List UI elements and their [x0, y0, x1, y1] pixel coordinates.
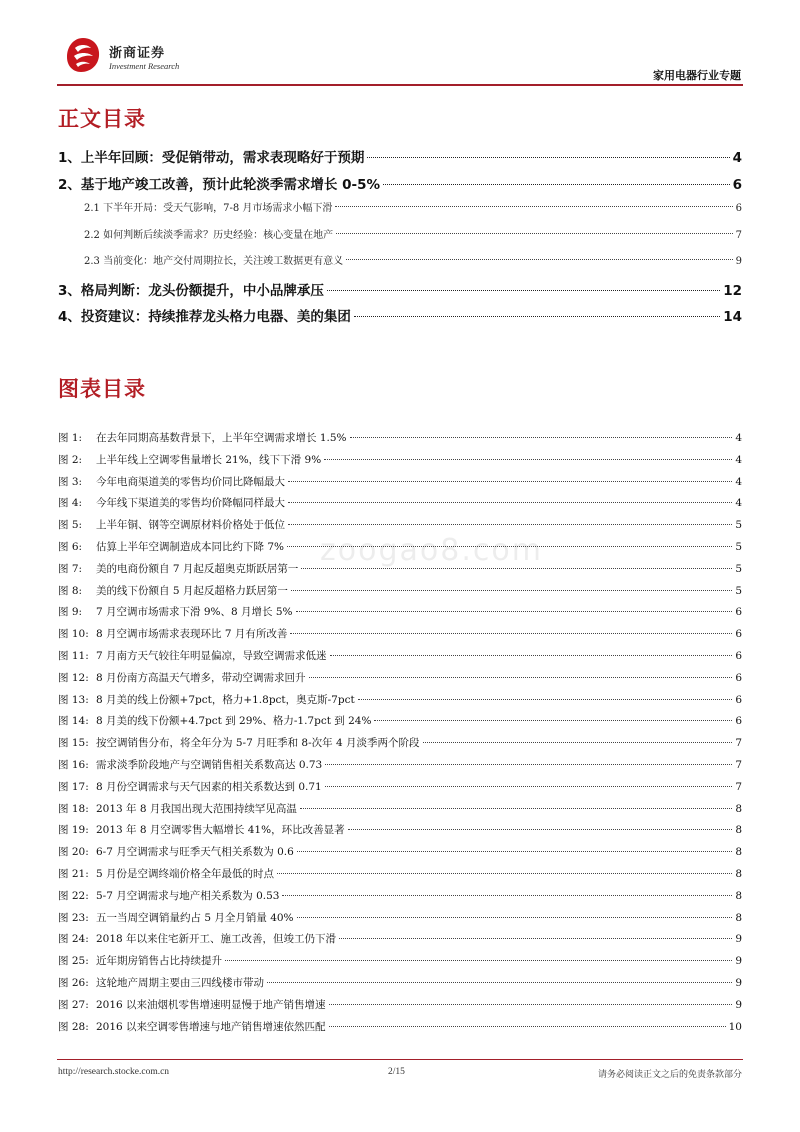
figure-entry[interactable]	[58, 713, 742, 735]
report-category: 家用电器行业专题	[653, 69, 741, 82]
figure-page: 8	[735, 867, 742, 880]
figure-page: 8	[735, 824, 742, 837]
leader-dots	[309, 677, 733, 678]
figure-number: 图 24:	[58, 933, 89, 946]
figure-entry[interactable]	[58, 801, 742, 823]
figure-page: 5	[735, 519, 742, 532]
leader-dots	[325, 786, 733, 787]
figure-title: 5-7 月空调需求与地产相关系数为 0.53	[96, 889, 280, 902]
figure-entry-label	[58, 495, 285, 510]
figure-page: 9	[735, 998, 742, 1011]
toc-entry[interactable]	[58, 305, 742, 332]
figure-entry[interactable]	[58, 495, 742, 517]
figure-number: 图 16:	[58, 758, 89, 771]
leader-dots	[354, 316, 720, 317]
figure-entry[interactable]	[58, 430, 742, 452]
leader-dots	[225, 960, 732, 961]
figure-title: 2016 以来空调零售增速与地产销售增速依然匹配	[96, 1020, 326, 1033]
figure-page: 10	[728, 1020, 742, 1033]
figure-entry-label	[58, 539, 284, 554]
figure-entry[interactable]	[58, 452, 742, 474]
figure-entry[interactable]	[58, 866, 742, 888]
leader-dots	[301, 568, 732, 569]
figure-number: 图 27:	[58, 998, 89, 1011]
figure-number: 图 12:	[58, 671, 89, 684]
figure-entry-label	[58, 583, 288, 598]
figure-entry[interactable]	[58, 626, 742, 648]
footer-disclaimer: 请务必阅读正文之后的免责条款部分	[597, 1070, 742, 1080]
toc-subentry[interactable]	[58, 199, 742, 226]
figure-entry-label	[58, 430, 347, 445]
figure-number: 图 1:	[58, 432, 83, 444]
toc-subentry[interactable]	[58, 252, 742, 279]
figure-number: 图 5:	[58, 519, 83, 532]
figure-page: 8	[735, 911, 742, 924]
toc-subentry[interactable]	[58, 226, 742, 253]
toc-entry-title: 2.1 下半年开局：受天气影响，7-8 月市场需求小幅下滑	[84, 203, 333, 214]
figure-entry-label	[58, 1019, 326, 1034]
figure-number: 图 11:	[58, 649, 89, 662]
figure-entry[interactable]	[58, 561, 742, 583]
logo-subtitle: Investment Research	[109, 61, 180, 71]
figure-title: 8 月美的线上份额+7pct，格力+1.8pct，奥克斯-7pct	[96, 693, 355, 706]
figure-entry[interactable]	[58, 997, 742, 1019]
toc-entry-title: 1、上半年回顾：受促销带动，需求表现略好于预期	[58, 150, 365, 166]
leader-dots	[367, 157, 729, 158]
page-header	[57, 36, 743, 86]
figure-page: 7	[735, 780, 742, 793]
figure-title: 近年期房销售占比持续提升	[96, 955, 222, 968]
leader-dots	[297, 917, 733, 918]
figure-page: 5	[735, 584, 742, 597]
table-of-contents	[58, 146, 742, 332]
figure-entry[interactable]	[58, 735, 742, 757]
figure-entry[interactable]	[58, 604, 742, 626]
leader-dots	[358, 699, 733, 700]
figure-number: 图 21:	[58, 867, 89, 880]
figure-number: 图 22:	[58, 889, 89, 902]
figure-entry-label	[58, 561, 298, 576]
figure-title: 6-7 月空调需求与旺季天气相关系数为 0.6	[96, 846, 294, 859]
leader-dots	[291, 590, 732, 591]
toc-entry-title: 2.3 当前变化：地产交付周期拉长，关注竣工数据更有意义	[84, 256, 344, 267]
toc-entry[interactable]	[58, 173, 742, 200]
figure-entry[interactable]	[58, 757, 742, 779]
figure-number: 图 8:	[58, 584, 83, 597]
figure-title: 2013 年 8 月空调零售大幅增长 41%，环比改善显著	[96, 824, 345, 837]
leader-dots	[282, 895, 732, 896]
leader-dots	[287, 546, 732, 547]
leader-dots	[290, 633, 732, 634]
leader-dots	[277, 873, 732, 874]
figure-title: 美的电商份额自 7 月起反超奥克斯跃居第一	[96, 562, 299, 575]
figure-title: 今年电商渠道美的零售均价同比降幅最大	[96, 475, 285, 488]
figure-page: 7	[735, 737, 742, 750]
figure-title: 8 月份空调需求与天气因素的相关系数达到 0.71	[96, 780, 322, 793]
figure-entry[interactable]	[58, 844, 742, 866]
figure-number: 图 23:	[58, 911, 89, 924]
leader-dots	[329, 1026, 726, 1027]
leader-dots	[324, 459, 732, 460]
leader-dots	[346, 259, 733, 260]
figure-entry-label	[58, 801, 297, 816]
toc-entry-title: 2.2 如何判断后续淡季需求？历史经验：核心变量在地产	[84, 229, 334, 241]
figure-number: 图 7:	[58, 562, 83, 575]
figure-number: 图 6:	[58, 540, 83, 553]
figure-page: 6	[735, 693, 742, 706]
company-logo-icon	[65, 36, 101, 74]
figure-entry[interactable]	[58, 583, 742, 605]
figure-title: 上半年线上空调零售量增长 21%，线下下滑 9%	[96, 453, 322, 466]
figure-page: 6	[735, 715, 742, 728]
figure-title: 7 月空调市场需求下滑 9%、8 月增长 5%	[96, 606, 293, 619]
toc-entry-title: 3、格局判断：龙头份额提升，中小品牌承压	[58, 282, 324, 299]
figure-entry-label	[58, 844, 294, 859]
figure-page: 5	[735, 562, 742, 575]
watermark: zoogao8.com	[320, 533, 543, 568]
figure-entry-label	[58, 757, 322, 772]
figure-page: 4	[735, 453, 742, 466]
figure-page: 7	[735, 758, 742, 771]
figure-entry-label	[58, 931, 336, 946]
figure-entry[interactable]	[58, 888, 742, 910]
leader-dots	[348, 829, 733, 830]
header-divider	[57, 84, 743, 86]
page-number: 2/15	[388, 1067, 405, 1077]
leader-dots	[383, 184, 730, 185]
figure-number: 图 18:	[58, 802, 89, 815]
figure-entry-label	[58, 953, 222, 968]
leader-dots	[296, 611, 733, 612]
leader-dots	[288, 502, 732, 503]
figure-title: 8 月美的线下份额+4.7pct 到 29%、格力-1.7pct 到 24%	[96, 715, 372, 728]
toc-entry-page: 4	[732, 150, 742, 166]
toc-entry[interactable]	[58, 279, 742, 306]
figure-number: 图 9:	[58, 606, 83, 619]
toc-entry-page: 12	[723, 282, 742, 299]
toc-entry-page: 9	[735, 256, 742, 267]
figure-title: 这轮地产周期主要由三四线楼市带动	[96, 976, 264, 989]
figure-page: 6	[735, 606, 742, 619]
figure-page: 9	[735, 976, 742, 989]
toc-entry-page: 7	[735, 229, 742, 241]
figure-page: 8	[735, 802, 742, 815]
toc-entry-page: 14	[723, 309, 742, 325]
leader-dots	[297, 851, 733, 852]
figure-number: 图 25:	[58, 955, 89, 968]
figure-number: 图 28:	[58, 1020, 89, 1033]
figure-title: 美的线下份额自 5 月起反超格力跃居第一	[96, 584, 288, 597]
leader-dots	[339, 938, 732, 939]
leader-dots	[288, 481, 732, 482]
figure-entry-label	[58, 910, 294, 925]
leader-dots	[325, 764, 732, 765]
figure-page: 6	[735, 649, 742, 662]
figure-entry-label	[58, 975, 264, 990]
leader-dots	[330, 655, 733, 656]
figure-entry[interactable]	[58, 779, 742, 801]
figure-number: 图 14:	[58, 715, 89, 728]
figure-entry[interactable]	[58, 474, 742, 496]
figure-page: 6	[735, 628, 742, 641]
figure-entry-label	[58, 604, 293, 619]
figure-number: 图 26:	[58, 976, 89, 989]
leader-dots	[423, 742, 733, 743]
figure-entry-label	[58, 452, 321, 467]
figure-title: 8 月空调市场需求表现环比 7 月有所改善	[96, 628, 288, 641]
figure-page: 8	[735, 846, 742, 859]
figure-page: 5	[735, 540, 742, 553]
figure-entry[interactable]	[58, 539, 742, 561]
figure-number: 图 4:	[58, 497, 83, 510]
figure-entry[interactable]	[58, 910, 742, 932]
figure-entry-label	[58, 670, 306, 685]
figure-number: 图 13:	[58, 693, 89, 706]
figure-title: 2016 以来油烟机零售增速明显慢于地产销售增速	[96, 998, 326, 1011]
figure-entry[interactable]	[58, 953, 742, 975]
figure-entry[interactable]	[58, 517, 742, 539]
figure-page: 4	[735, 475, 742, 488]
footer-divider	[57, 1059, 743, 1060]
toc-entry-title: 2、基于地产竣工改善，预计此轮淡季需求增长 0-5%	[58, 176, 381, 193]
figures-heading: 图表目录	[58, 377, 146, 401]
figure-page: 4	[735, 432, 742, 444]
leader-dots	[336, 233, 733, 234]
leader-dots	[350, 437, 733, 438]
figure-number: 图 3:	[58, 475, 83, 488]
figure-number: 图 2:	[58, 453, 83, 466]
figure-page: 9	[735, 955, 742, 968]
figure-entry-label	[58, 648, 327, 663]
logo-text: 浙商证券	[109, 46, 166, 61]
figure-entry-label	[58, 517, 285, 532]
leader-dots	[329, 1004, 733, 1005]
figure-entry[interactable]	[58, 692, 742, 714]
leader-dots	[288, 524, 732, 525]
figure-number: 图 15:	[58, 737, 89, 750]
toc-entry-page: 6	[735, 203, 742, 214]
figure-page: 6	[735, 671, 742, 684]
figure-entry[interactable]	[58, 670, 742, 692]
leader-dots	[300, 808, 732, 809]
figure-page: 8	[735, 889, 742, 902]
toc-entry-page: 6	[732, 176, 742, 193]
figure-list	[58, 430, 742, 1040]
figure-entry-label	[58, 692, 355, 707]
figure-title: 8 月份南方高温天气增多，带动空调需求回升	[96, 671, 306, 684]
figure-number: 图 10:	[58, 628, 89, 641]
leader-dots	[267, 982, 732, 983]
figure-entry-label	[58, 713, 371, 728]
figure-page: 4	[735, 497, 742, 510]
figure-title: 2018 年以来住宅新开工、施工改善，但竣工仍下滑	[96, 933, 337, 946]
figure-page: 9	[735, 933, 742, 946]
toc-entry-title: 4、投资建议：持续推荐龙头格力电器、美的集团	[58, 309, 351, 325]
figure-number: 图 19:	[58, 824, 89, 837]
figure-title: 估算上半年空调制造成本同比约下降 7%	[96, 540, 284, 553]
figure-entry[interactable]	[58, 1019, 742, 1041]
figure-entry-label	[58, 626, 287, 641]
figure-entry-label	[58, 735, 420, 750]
figure-entry-label	[58, 822, 345, 837]
leader-dots	[335, 206, 732, 207]
leader-dots	[374, 720, 732, 721]
figure-entry-label	[58, 997, 326, 1012]
toc-entry[interactable]	[58, 146, 742, 173]
figure-entry-label	[58, 866, 274, 881]
figure-title: 需求淡季阶段地产与空调销售相关系数高达 0.73	[96, 758, 323, 771]
figure-number: 图 20:	[58, 846, 89, 859]
figure-entry[interactable]	[58, 975, 742, 997]
figure-title: 5 月份是空调终端价格全年最低的时点	[96, 867, 275, 880]
figure-title: 上半年铜、钢等空调原材料价格处于低位	[96, 519, 285, 532]
figure-entry-label	[58, 779, 322, 794]
figure-title: 7 月南方天气较往年明显偏凉，导致空调需求低迷	[96, 649, 327, 662]
figure-entry[interactable]	[58, 648, 742, 670]
figure-number: 图 17:	[58, 780, 89, 793]
figure-entry-label	[58, 474, 285, 489]
figure-entry-label	[58, 888, 279, 903]
footer-url[interactable]: http://research.stocke.com.cn	[58, 1067, 170, 1077]
figure-title: 今年线下渠道美的零售均价降幅同样最大	[96, 497, 285, 510]
figure-entry[interactable]	[58, 822, 742, 844]
leader-dots	[327, 290, 720, 291]
toc-heading: 正文目录	[58, 107, 146, 131]
figure-title: 按空调销售分布，将全年分为 5-7 月旺季和 8-次年 4 月淡季两个阶段	[96, 737, 420, 750]
figure-title: 在去年同期高基数背景下，上半年空调需求增长 1.5%	[96, 432, 347, 444]
figure-title: 五一当周空调销量约占 5 月全月销量 40%	[96, 911, 294, 924]
figure-title: 2013 年 8 月我国出现大范围持续罕见高温	[96, 802, 297, 815]
figure-entry[interactable]	[58, 931, 742, 953]
